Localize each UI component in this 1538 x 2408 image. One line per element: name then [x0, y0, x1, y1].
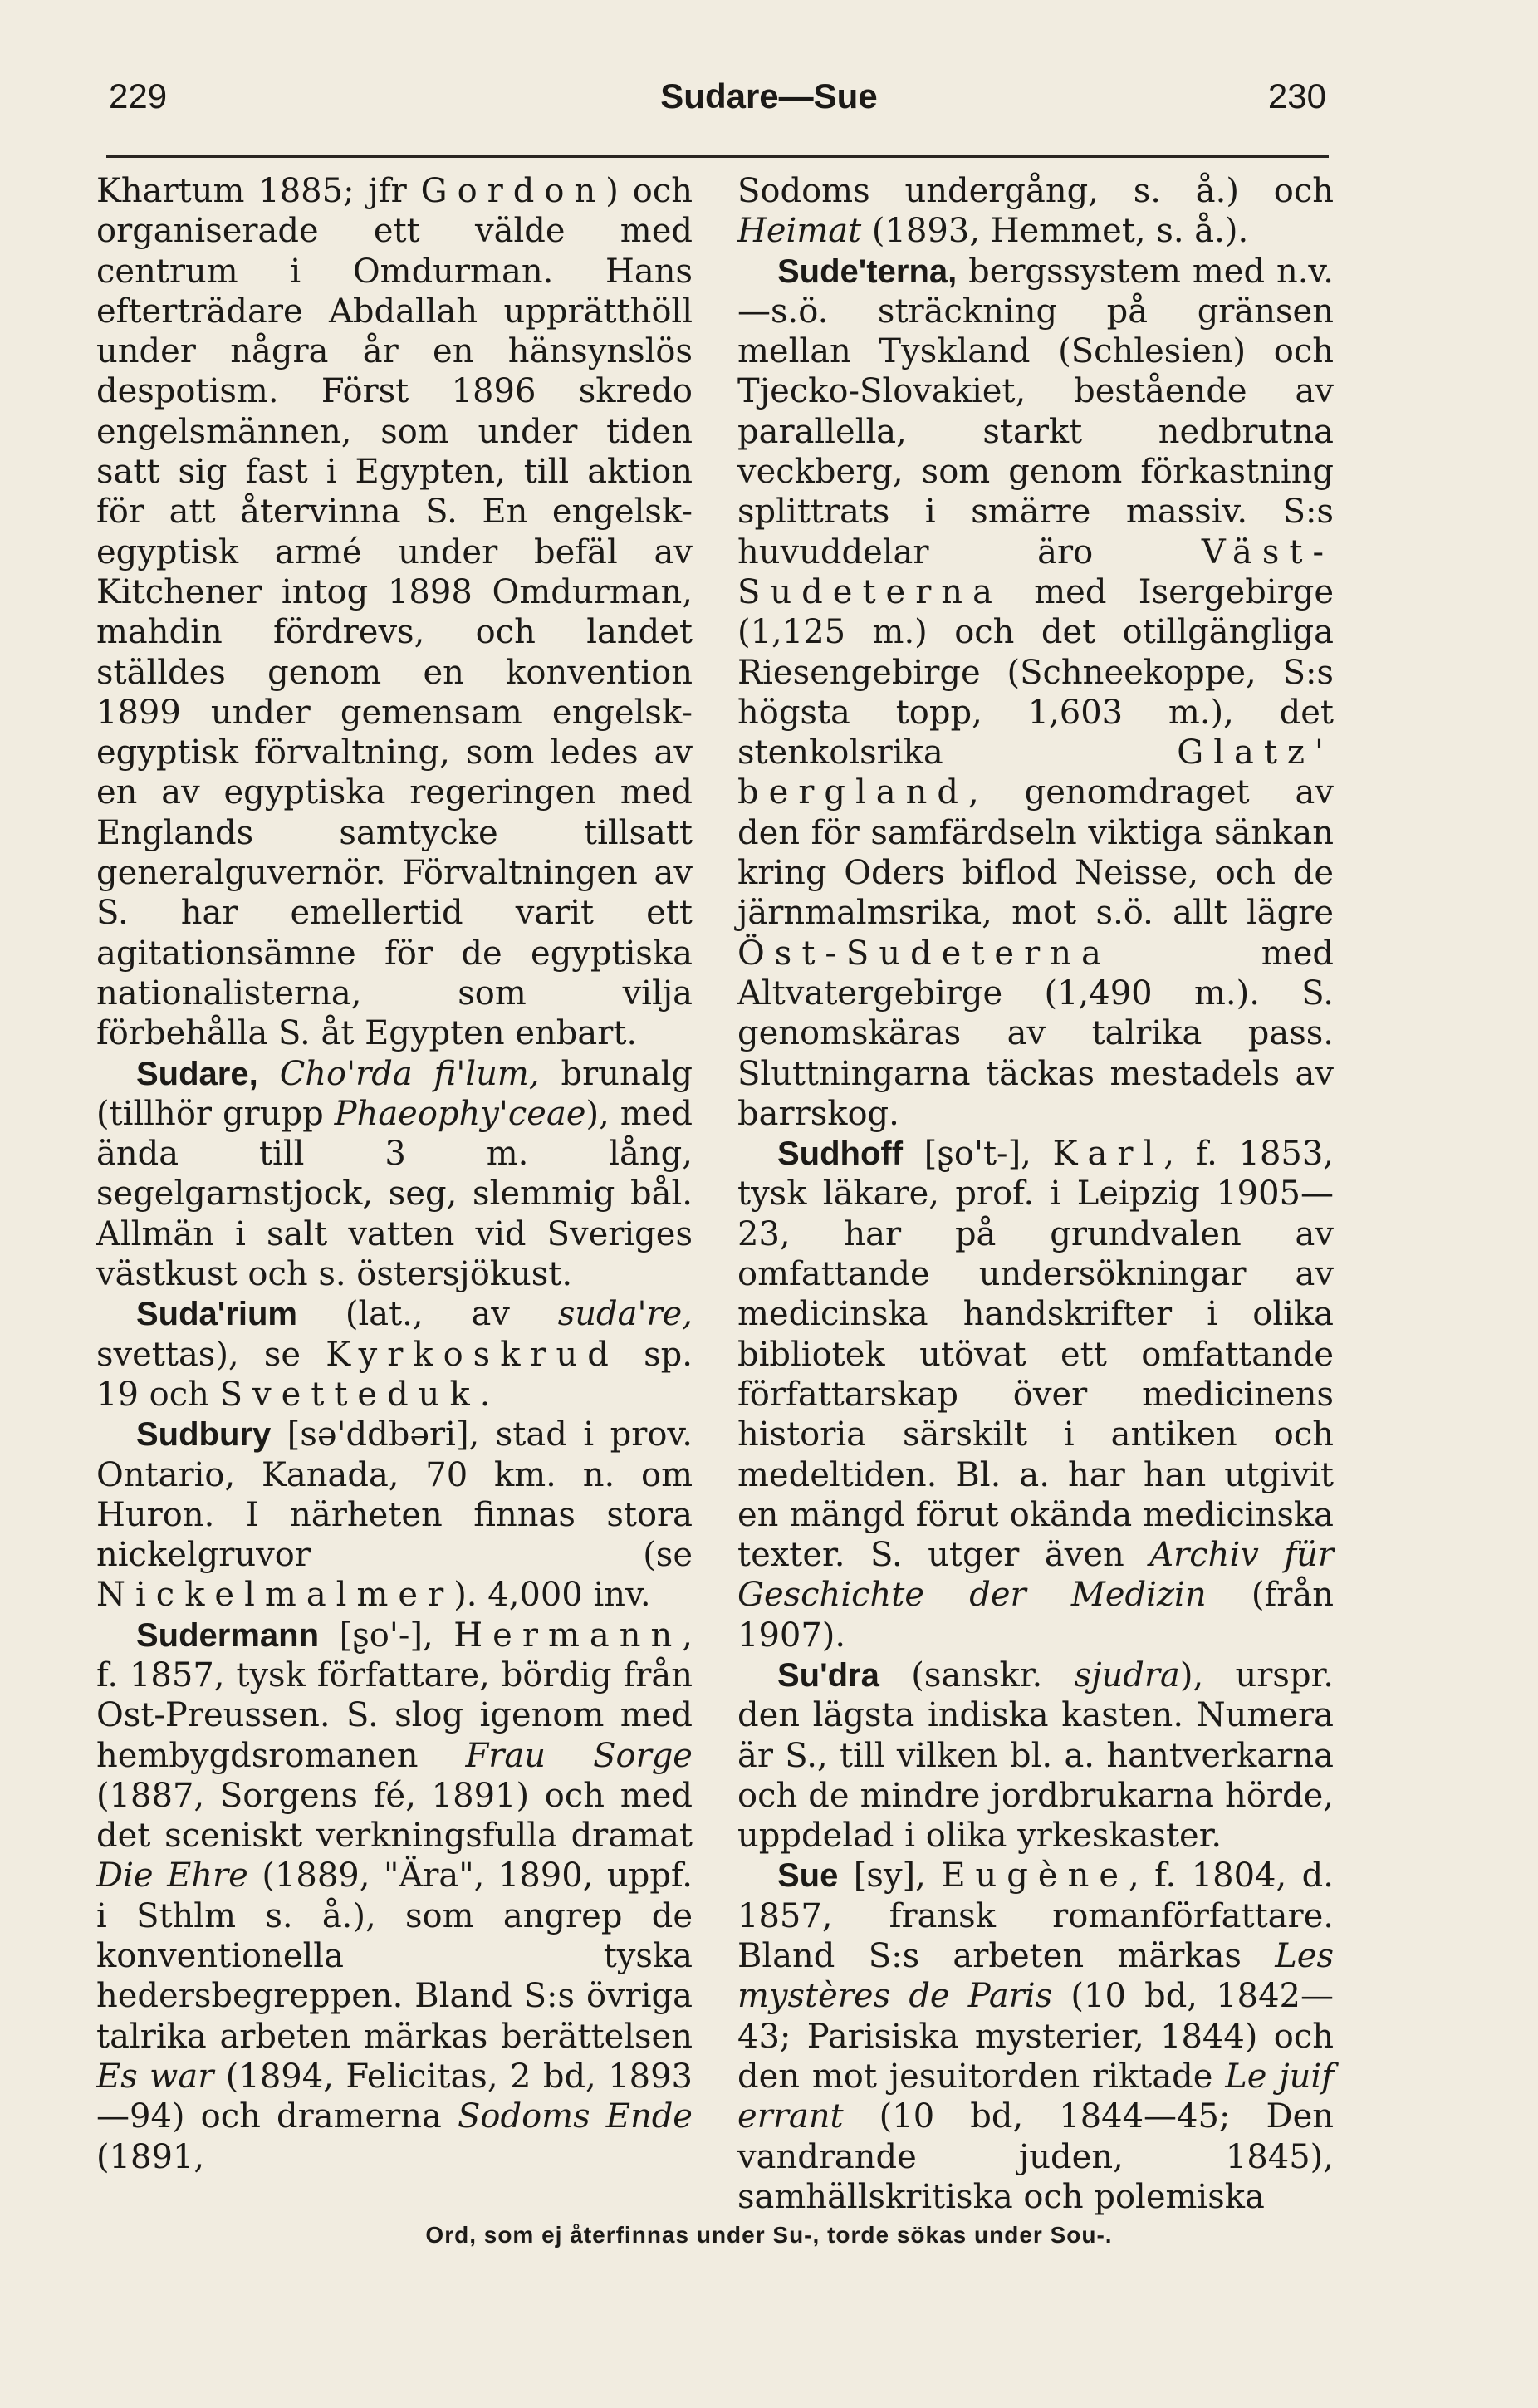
entry-sudermann-continuation: Sodoms undergång, s. å.) och Heimat (1893, Hemmet, s. å.). — [737, 172, 1334, 251]
running-head: Sudare—Sue — [660, 76, 878, 115]
entry-gordon-continuation: Khartum 1885; jfr Gordon) och organiserade ett välde med centrum i Omdurman. Hans efterträdare Abdallah upprätthöll under några år en hänsynslös despotism. Först 1896 skredo engelsmännen, som under tiden satt sig fast i Egypten, till aktion för att återvinna S. En engelsk-egyptisk armé under befäl av Kitchener intog 1898 Omdurman, mahdin fördrevs, och landet ställdes genom en konvention 1899 under gemensam engelsk-egyptisk förvaltning, som ledes av en av egyptiska regeringen med Englands samtycke tillsatt generalguvernör. Förvaltningen av S. har emellertid varit ett agitationsämne för de egyptiska nationalisterna, som vilja förbehålla S. åt Egypten enbart. — [96, 172, 693, 1053]
left-column — [96, 171, 693, 2177]
headword-sudermann: Sudermann — [136, 1616, 320, 1654]
entry-sudbury: Sudbury [sə'ddbəri], stad i prov. Ontario, Kanada, 70 km. n. om Huron. I närheten finnas stora nickelgruvor (se Nickelmalmer). 4,000 inv. — [96, 1415, 693, 1615]
cross-ref-kyrkoskrud[interactable]: Kyrkoskrud — [326, 1335, 619, 1374]
entry-sudarium: Suda'rium (lat., av suda're, svettas), se Kyrkoskrud sp. 19 och Svetteduk. — [96, 1295, 693, 1414]
right-column — [737, 171, 1334, 2217]
headword-sudhoff: Sudhoff — [777, 1135, 904, 1173]
entry-sudeterna: Sude'terna, bergssystem med n.v.—s.ö. sträckning på gränsen mellan Tyskland (Schlesien) och Tjecko-Slovakiet, bestående av parallella, starkt nedbrutna veckberg, som genom förkastning splittrats i smärre massiv. S:s huvuddelar äro Väst-Sudeterna med Isergebirge (1,125 m.) och det otillgängliga Riesengebirge (Schneekoppe, S:s högsta topp, 1,603 m.), det stenkolsrika Glatz' bergland, genomdraget av den för samfärdseln viktiga sänkan kring Oders biflod Neisse, och de järnmalmsrika, mot s.ö. allt lägre Öst-Sudeterna med Altvatergebirge (1,490 m.). S. genomskäras av talrika pass. Sluttningarna täckas mestadels av barrskog. — [737, 252, 1334, 1133]
cross-ref-svetteduk[interactable]: Svetteduk — [219, 1375, 480, 1414]
cross-ref-nickelmalmer[interactable]: Nickelmalmer — [96, 1576, 454, 1615]
headword-sue: Sue — [777, 1857, 839, 1895]
headword-sudeterna: Sude'terna, — [777, 253, 958, 290]
cross-ref-gordon[interactable]: Gordon — [420, 172, 606, 210]
headword-sudare: Sudare, — [136, 1055, 258, 1092]
footer-note: Ord, som ej återfinnas under Su-, torde sökas under Sou-. — [425, 2222, 1113, 2248]
page-number-left: 229 — [109, 76, 168, 115]
page-number-right: 230 — [1267, 76, 1326, 115]
entry-sudhoff: Sudhoff [ʂo't-], Karl, f. 1853, tysk läkare, prof. i Leipzig 1905—23, har på grundvalen av omfattande undersökningar av medicinska handskrifter i olika bibliotek utövat ett omfattande författarskap över medicinens historia särskilt i antiken och medeltiden. Bl. a. har han utgivit en mängd förut okända medicinska texter. S. utger även Archiv für Geschichte der Medizin (från 1907). — [737, 1135, 1335, 1655]
entry-sue: Sue [sy], Eugène, f. 1804, d. 1857, fransk romanförfattare. Bland S:s arbeten märkas Les mystères de Paris (10 bd, 1842—43; Parisiska mysterier, 1844) och den mot jesuitorden riktade Le juif errant (10 bd, 1844—45; Den vandrande juden, 1845), samhällskritiska och polemiska — [737, 1856, 1335, 2216]
headword-sudra: Su'dra — [777, 1656, 879, 1694]
entry-sudare: Sudare, Cho'rda fi'lum, brunalg (tillhör grupp Phaeophy'ceae), med ända till 3 m. lång, segelgarnstjock, seg, slemmig bål. Allmän i salt vatten vid Sveriges västkust och s. östersjökust. — [96, 1054, 693, 1294]
header-rule — [106, 155, 1329, 158]
headword-sudbury: Sudbury — [136, 1416, 272, 1454]
entry-sudra: Su'dra (sanskr. sjudra), urspr. den lägsta indiska kasten. Numera är S., till vilken bl. a. hantverkarna och de mindre jordbrukarna hörde, uppdelad i olika yrkeskaster. — [737, 1655, 1334, 1856]
entry-sudermann: Sudermann [ʂo'-], Hermann, f. 1857, tysk författare, bördig från Ost-Preussen. S. slog igenom med hembygdsromanen Frau Sorge (1887, Sorgens fé, 1891) och med det sceniskt verkningsfulla dramat Die Ehre (1889, "Ära", 1890, uppf. i Sthlm s. å.), som angrep de konventionella tyska hedersbegreppen. Bland S:s övriga talrika arbeten märkas berättelsen Es war (1894, Felicitas, 2 bd, 1893—94) och dramerna Sodoms Ende (1891, — [96, 1616, 693, 2176]
headword-sudarium: Suda'rium — [136, 1296, 297, 1333]
